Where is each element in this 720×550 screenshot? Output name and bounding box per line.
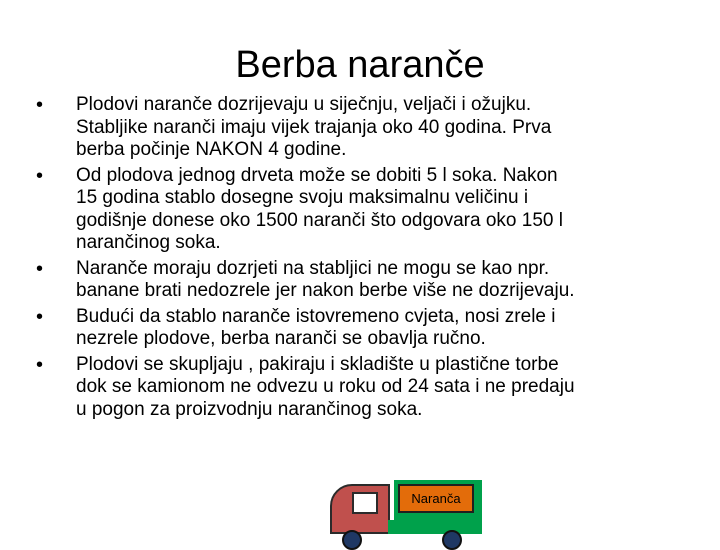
truck-window [352, 492, 378, 514]
bullet-item [36, 354, 686, 422]
bullet-line: narančinog soka. [76, 232, 221, 253]
bullet-line: dok se kamionom ne odvezu u roku od 24 sata i ne predaju [76, 376, 575, 397]
bullet-line: nezrele plodove, berba naranči se obavlja ručno. [76, 328, 486, 349]
cargo-label: Naranča [398, 484, 474, 513]
bullet-item [36, 258, 686, 303]
truck-illustration [330, 480, 482, 540]
bullet-line: Plodovi se skupljaju , pakiraju i skladište u plastične torbe [76, 353, 559, 375]
bullet-dot: • [36, 164, 44, 187]
bullet-list [36, 94, 686, 424]
bullet-line: u pogon za proizvodnju narančinog soka. [76, 398, 423, 420]
slide-title: Berba naranče [235, 44, 485, 86]
bullet-line: Od plodova jednog drveta može se dobiti 5 l soka. Nakon [76, 164, 558, 186]
bullet-dot: • [36, 353, 44, 376]
bullet-dot: • [36, 94, 44, 116]
bullet-line: berba počinje NAKON 4 godine. [76, 139, 347, 160]
bullet-item [36, 165, 686, 255]
bullet-item [36, 94, 686, 162]
bullet-line: Plodovi naranče dozrijevaju u siječnju, veljači i ožujku. [76, 94, 532, 115]
bullet-dot: • [36, 305, 44, 328]
bullet-line: Budući da stablo naranče istovremeno cvjeta, nosi zrele i [76, 305, 556, 327]
bullet-line: banane brati nedozrele jer nakon berbe više ne dozrijevaju. [76, 280, 575, 301]
rear-wheel [442, 530, 462, 550]
bullet-item [36, 306, 686, 351]
truck-cargo [394, 480, 482, 520]
front-wheel [342, 530, 362, 550]
truck-cab [330, 484, 390, 534]
bullet-line: 15 godina stablo dosegne svoju maksimalnu veličinu i [76, 187, 529, 208]
bullet-line: godišnje donese oko 1500 naranči što odgovara oko 150 l [76, 209, 563, 231]
bullet-dot: • [36, 257, 44, 280]
bullet-line: Naranče moraju dozrjeti na stabljici ne mogu se kao npr. [76, 257, 550, 279]
bullet-line: Stabljike naranči imaju vijek trajanja oko 40 godina. Prva [76, 116, 552, 138]
truck-base [388, 520, 482, 534]
